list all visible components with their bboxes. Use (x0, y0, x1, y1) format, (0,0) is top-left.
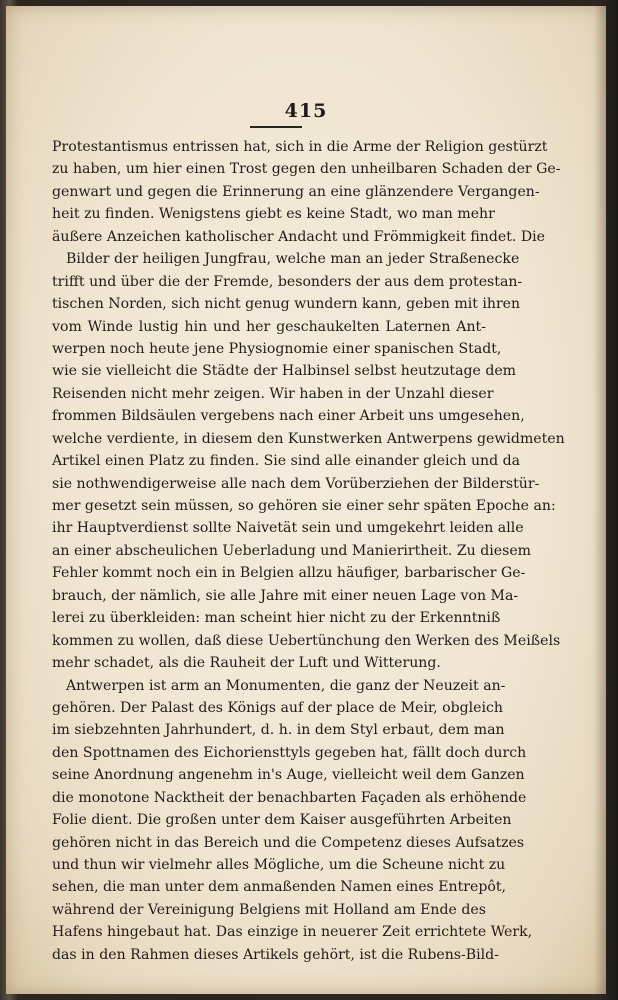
text-line: Antwerpen ist arm an Monumenten, die ganz der Neuzeit an- (66, 677, 506, 694)
text-line: und thun wir vielmehr alles Mögliche, um die Scheune nicht zu (52, 857, 506, 873)
text-line: Fehler kommt noch ein in Belgien allzu häufiger, barbarischer Ge- (52, 565, 526, 582)
text-line: gehören. Der Palast des Königs auf der place de Meir, obgleich (52, 699, 503, 716)
text-line: mehr schadet, als die Rauheit der Luft und Witterung. (52, 655, 441, 672)
text-line: vom Winde lustig hin und her geschaukelten Laternen Ant- (52, 318, 486, 335)
text-line: tischen Norden, sich nicht genug wundern kann, geben mit ihren (52, 296, 521, 313)
page-number: 415 (284, 100, 328, 122)
text-line: mer gesetzt sein müssen, so gehören sie einer sehr späten Epoche an: (52, 498, 556, 514)
text-line: äußere Anzeichen katholischer Andacht und Frömmigkeit findet. Die (52, 228, 545, 245)
text-line: an einer abscheulichen Ueberladung und Manierirtheit. Zu diesem (52, 542, 532, 559)
text-line: Hafens hingebaut hat. Das einzige in neuerer Zeit errichtete Werk, (52, 924, 533, 941)
text-line: kommen zu wollen, daß diese Uebertünchung den Werken des Meißels (52, 632, 561, 649)
text-line: ihr Hauptverdienst sollte Naivetät sein und umgekehrt leiden alle (52, 520, 524, 537)
text-line: gehören nicht in das Bereich und die Competenz dieses Aufsatzes (52, 834, 525, 851)
text-line: brauch, der nämlich, sie alle Jahre mit einer neuen Lage von Ma- (52, 587, 519, 604)
text-line: lerei zu überkleiden: man scheint hier nicht zu der Erkenntniß (52, 610, 501, 627)
text-line: seine Anordnung angenehm in's Auge, vielleicht weil dem Ganzen (52, 767, 525, 784)
text-line: heit zu finden. Wenigstens giebt es keine Stadt, wo man mehr (52, 206, 495, 223)
text-line: im siebzehnten Jahrhundert, d. h. in dem Styl erbaut, dem man (52, 722, 505, 739)
header-rule (250, 126, 302, 128)
text-line: Reisenden nicht mehr zeigen. Wir haben in der Unzahl dieser (52, 385, 494, 402)
text-line: Artikel einen Platz zu finden. Sie sind alle einander gleich und da (52, 453, 521, 470)
text-line: sie nothwendigerweise alle nach dem Vorüberziehen der Bilderstür- (52, 475, 540, 492)
text-line: frommen Bildsäulen vergebens nach einer Arbeit uns umgesehen, (52, 408, 525, 425)
body-text (52, 136, 565, 966)
book-page (6, 6, 606, 994)
text-line: werpen noch heute jene Physiognomie einer spanischen Stadt, (52, 340, 502, 357)
text-line: trifft und über die der Fremde, besonders der aus dem protestan- (52, 273, 523, 290)
text-line: Folie dient. Die großen unter dem Kaiser ausgeführten Arbeiten (52, 812, 512, 829)
text-line: welche verdiente, in diesem den Kunstwerken Antwerpens gewidmeten (52, 430, 565, 447)
text-line: genwart und gegen die Erinnerung an eine glänzendere Vergangen- (52, 183, 540, 200)
text-line: Bilder der heiligen Jungfrau, welche man an jeder Straßenecke (66, 251, 520, 268)
text-line: sehen, die man unter dem anmaßenden Namen eines Entrepôt, (52, 879, 507, 896)
text-line: während der Vereinigung Belgiens mit Holland am Ende des (52, 901, 486, 918)
text-line: die monotone Nacktheit der benachbarten Façaden als erhöhende (52, 789, 527, 806)
text-line: den Spottnamen des Eichoriensttyls gegeben hat, fällt doch durch (52, 744, 527, 761)
text-line: Protestantismus entrissen hat, sich in die Arme der Religion gestürzt (52, 139, 548, 155)
text-line: zu haben, um hier einen Trost gegen den unheilbaren Schaden der Ge- (52, 161, 561, 178)
text-line: das in den Rahmen dieses Artikels gehört, ist die Rubens-Bild- (52, 946, 499, 963)
text-line: wie sie vielleicht die Städte der Halbinsel selbst heutzutage dem (52, 363, 517, 380)
